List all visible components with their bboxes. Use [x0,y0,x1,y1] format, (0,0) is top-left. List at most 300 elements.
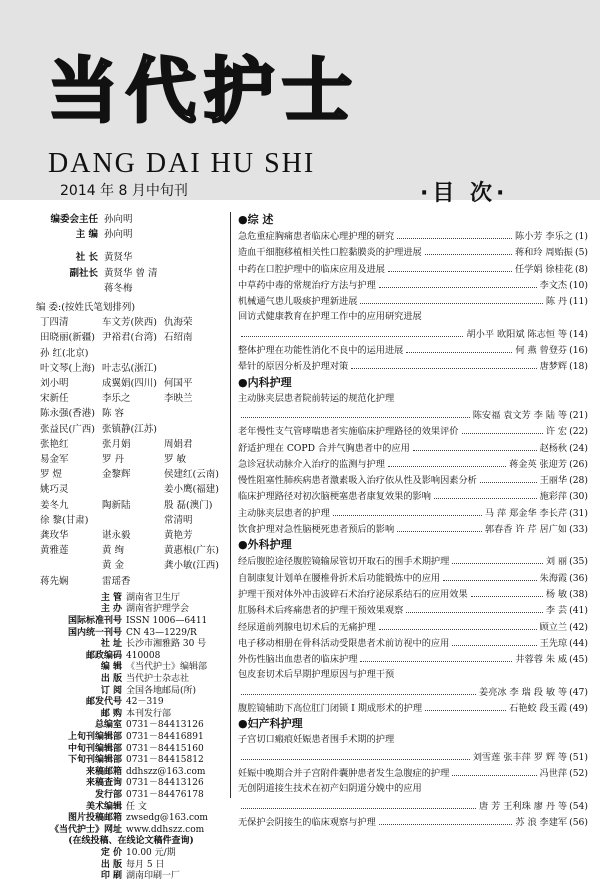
leader-dots [241,407,470,418]
page-number: (35) [569,556,588,568]
article-authors: 唐梦辉 [539,361,568,373]
toc-entry [238,423,588,439]
editor-name: 常清明 [164,514,193,526]
publication-label: 出 版 [100,674,122,685]
leader-dots [397,228,512,239]
publication-value: ISSN 1006—6411 [126,616,208,627]
article-title: 回访式健康教育在护理工作中的应用研究进展 [238,311,422,323]
editor-name [40,558,98,573]
article-authors: 陈 丹 [545,296,568,308]
page-number: (16) [569,345,588,357]
toc-entry [238,326,588,342]
article-title: 整体护理在功能性消化不良中的运用进展 [238,345,404,357]
page-number: (8) [574,263,588,275]
leader-dots [452,765,536,776]
toc-entry [238,635,588,651]
toc-section-heading: ●内科护理 [238,375,292,389]
editor-name: 叶志弘(浙江) [102,362,157,374]
toc-entry [238,765,588,781]
editor-name: 张镇静(江苏) [102,423,157,435]
publication-value: 本刊发行部 [126,708,172,719]
page-number: (44) [569,637,588,649]
article-title: 自制康复计划单在腰椎骨折术后功能锻炼中的应用 [238,572,441,584]
publication-label: 邮 购 [100,708,122,719]
toc-title: ·目 次· [420,181,509,206]
publication-row [36,709,226,721]
leader-dots [425,700,506,711]
toc-entry [238,749,588,765]
page-number: (26) [569,458,588,470]
article-title: 舒适护理在 COPD 合并气胸患者中的应用 [238,442,410,454]
staff-value: 黄贤华 [104,252,133,264]
publication-value: 全国各地邮局(所) [126,685,197,696]
staff-label: 社 长 [75,252,98,264]
publication-row [36,848,226,860]
editor-name: 尹裕君(台湾) [102,332,157,344]
editor-name: 姜小鹰(福建) [164,484,219,496]
editor-name: 仇海荣 [164,317,193,329]
page-number: (54) [569,800,588,812]
staff-list [36,212,226,296]
article-title: 中药在口腔护理中的临床应用及进展 [238,263,385,275]
editor-name: 成翼娟(四川) [102,378,157,390]
publication-row [36,628,226,640]
leader-dots [333,505,482,516]
publication-row [36,593,226,605]
publication-value: 长沙市湘雅路 30 号 [126,639,207,650]
editor-name: 黄 金 [102,560,125,572]
toc-entry [238,570,588,586]
editor-name [164,346,222,361]
toc-entry [238,781,588,797]
editor-name: 车文芳(陕西) [102,317,157,329]
publication-label: 邮政编码 [85,650,122,661]
column-divider [230,212,231,798]
publication-value: CN 43—1229/R [126,627,197,638]
editor-name: 宋新任 [40,393,69,405]
page-number: (11) [569,296,588,308]
toc-section-heading: ●妇产科护理 [238,717,303,731]
publication-label: 《当代护士》网址 [49,824,122,835]
publication-value: 0731－84415812 [126,755,204,766]
article-authors: 李 芸 [545,605,568,617]
article-authors: 郭春香 许 芹 居广如 [484,524,568,536]
toc-entry [238,456,588,472]
article-title: 妊娠中晚期合并子宫附件囊肿患者发生急腹症的护理 [238,767,450,779]
publication-value: 0731－84415160 [126,743,204,754]
editor-name [164,422,222,437]
article-title: 晕针的原因分析及护理对策 [238,361,349,373]
editor-name: 黄艳芳 [164,530,193,542]
toc-entry [238,472,588,488]
editor-name: 黄惠根(广东) [164,545,219,557]
toc-entry [238,358,588,374]
spacer [36,242,226,250]
editor-name: 姜冬九 [40,499,69,511]
editor-name: 孙 红(北京) [40,347,89,359]
toc-entry [238,309,588,325]
editor-name [102,482,160,497]
page-number: (51) [569,751,588,763]
editor-name: 金黎辉 [102,469,131,481]
editor-name [102,513,160,528]
publication-value: 每月 5 日 [126,859,165,870]
editor-name: 罗 丹 [102,454,125,466]
article-authors: 马 萍 郑金华 李长芹 [484,507,568,519]
staff-label: 副社长 [69,267,98,279]
article-title: 中草药中毒的常规治疗方法与护理 [238,279,376,291]
article-authors: 杨 敏 [545,588,568,600]
leader-dots [360,651,512,662]
editor-name: 蒋先娴 [40,575,69,587]
article-title: 外伤性脑出血患者的临床护理 [238,654,358,666]
leader-dots [443,570,536,581]
leader-dots [241,326,463,337]
article-authors: 顾立兰 [539,621,568,633]
article-authors: 蒋和玲 周贻振 [514,247,573,259]
editor-name: 石绍南 [164,332,193,344]
page-number: (31) [569,507,588,519]
journal-masthead: 当代护士 [48,50,360,132]
toc-entry [238,277,588,293]
editor-name [164,406,222,421]
page-number: (18) [569,361,588,373]
editor-name: 叶文琴(上海) [40,362,95,374]
masthead-info [36,212,226,883]
publication-value: zwsedg@163.com [126,813,208,824]
page-number: (30) [569,491,588,503]
toc-entry [238,732,588,748]
article-authors: 刘 丽 [545,556,568,568]
publication-value: 湖南省卫生厅 [126,592,181,603]
leader-dots [406,342,512,353]
article-title: 老年慢性支气管哮喘患者实施临床护理路径的效果评价 [238,426,459,438]
publication-row [36,674,226,686]
leader-dots [434,488,537,499]
publication-label: 国际标准刊号 [67,616,122,627]
page-number: (10) [569,279,588,291]
article-authors: 李文杰 [539,279,568,291]
journal-pinyin: DANG DAI HU SHI [48,148,316,179]
leader-dots [379,619,537,630]
page-number: (45) [569,654,588,666]
publication-row [36,790,226,802]
article-title: 机械通气患儿吸痰护理新进展 [238,296,358,308]
article-title: 造血干细胞移植相关性口腔黏膜炎的护理进展 [238,247,422,259]
article-title: 包皮套切术后早期护理原因与护理干预 [238,669,395,681]
publication-row [36,871,226,883]
leader-dots [241,684,476,695]
toc-entry [238,553,588,569]
publication-label: 定 价 [100,847,122,858]
editor-name: 张益民(广西) [40,423,95,435]
staff-label [36,281,104,296]
article-title: 腹腔镜辅助下高位肛门闭锁 I 期成形术的护理 [238,703,423,715]
publication-info [36,593,226,883]
toc-entry [238,619,588,635]
editor-name: 陈永强(香港) [40,408,95,420]
article-title: 护理干预对体外冲击波碎石术治疗泌尿系结石的应用效果 [238,588,468,600]
publication-value: 任 文 [126,801,147,812]
leader-dots [452,553,543,564]
publication-label: 发行部 [94,789,122,800]
publication-row [36,686,226,698]
page-number: (49) [569,703,588,715]
publication-row [36,802,226,814]
leader-dots [425,244,512,255]
publication-value: 《当代护士》编辑部 [126,662,208,673]
article-title: 经后腹腔途径腹腔镜输尿管切开取石的围手术期护理 [238,556,450,568]
staff-value: 孙向明 [104,214,133,225]
article-authors: 许 宏 [545,426,568,438]
publication-value: ddhszz@163.com [126,766,206,777]
toc-entry [238,521,588,537]
editor-name: 刘小明 [40,378,69,390]
leader-dots [397,521,482,532]
publication-row [36,651,226,663]
editor-name: 黄雅莲 [40,545,69,557]
editor-name: 侯建红(云南) [164,469,219,481]
publication-label: 印 刷 [100,871,122,882]
page-number: (47) [569,686,588,698]
leader-dots [480,472,537,483]
publication-label: 邮发代号 [85,697,122,708]
article-authors: 姜亮冰 李 瑞 段 敏 等 [479,686,568,698]
toc-entry [238,228,588,244]
publication-row [36,616,226,628]
editor-name: 周娟君 [164,438,193,450]
publication-label: 社 址 [100,639,122,650]
toc-entry [238,488,588,504]
page-number: (14) [569,328,588,340]
article-title: 饮食护理对急性脑梗死患者预后的影响 [238,524,395,536]
article-authors: 何 燕 曾登芬 [515,345,568,357]
publication-label: 来稿查询 [85,778,122,789]
publication-row [36,744,226,756]
publication-label: 美术编辑 [85,801,122,812]
publication-value: 0731－84476178 [126,789,204,800]
article-authors: 朱海霞 [539,572,568,584]
staff-row [36,266,226,281]
editor-name: 姚巧灵 [40,484,69,496]
editor-name [164,361,222,376]
page-number: (21) [569,409,588,421]
page-number: (5) [574,247,588,259]
article-authors: 赵杨秋 [539,442,568,454]
toc-entry [238,505,588,521]
publication-value: 0731－84413126 [126,720,204,731]
publication-label: 主 管 [100,592,122,603]
publication-row [36,755,226,767]
editor-name: 黄 绚 [102,545,125,557]
editor-name: 龚玫华 [40,530,69,542]
leader-dots [452,635,536,646]
staff-row [36,250,226,265]
staff-value: 孙向明 [104,229,133,241]
toc-entry [238,342,588,358]
toc-entry [238,407,588,423]
toc-entry [238,602,588,618]
leader-dots [360,293,542,304]
toc-entry [238,700,588,716]
publication-row [36,697,226,709]
staff-label: 编委会主任 [50,214,98,225]
leader-dots [379,277,537,288]
editor-name: 易金军 [40,454,69,466]
publication-row [36,604,226,616]
editor-name: 何国平 [164,378,193,390]
publication-value: 410008 [126,650,161,661]
article-authors: 施彩萍 [539,491,568,503]
editor-name: 陈 容 [102,408,125,420]
article-authors: 井蓉蓉 朱 威 [515,654,568,666]
leader-dots [471,586,543,597]
leader-dots [379,814,513,825]
article-title: 慢性阻塞性肺疾病患者激素吸入治疗依从性及影响因素分析 [238,475,477,487]
toc-entry [238,814,588,830]
editor-name: 陶新陆 [102,499,131,511]
page-number: (56) [569,816,588,828]
article-authors: 陈安福 袁文芳 李 陆 等 [472,409,568,421]
page-number: (33) [569,524,588,536]
publication-row [36,813,226,825]
staff-value: 黄贤华 曾 清 [104,267,158,279]
editor-name: 徐 黎(甘肃) [40,514,89,526]
publication-row [36,825,226,837]
page-number: (38) [569,588,588,600]
page-number: (22) [569,426,588,438]
publication-row [36,720,226,732]
article-authors: 王先琼 [539,637,568,649]
publication-value: 湖南省护理学会 [126,604,190,615]
article-authors: 任学娟 徐桂花 [514,263,573,275]
toc-entry [238,586,588,602]
article-title: 经尿道前列腺电切术后的无痛护理 [238,621,376,633]
toc-entry [238,261,588,277]
article-authors: 刘雪莲 张丰萍 罗 辉 等 [472,751,568,763]
toc-entry [238,651,588,667]
publication-value: 0731－84413126 [126,778,204,789]
page-number: (28) [569,475,588,487]
editors-label: 编 委:(按姓氏笔划排列) [36,302,136,314]
toc-section-heading: ●综 述 [238,213,274,226]
article-title: 急诊冠状动脉介入治疗的监测与护理 [238,458,385,470]
editors-heading [36,300,226,315]
publication-label: 订 阅 [100,685,122,696]
editor-name: 罗 敏 [164,454,187,466]
toc-entry [238,798,588,814]
editor-name: 龚小敏(江西) [164,560,219,572]
article-title: 肛肠科术后疼痛患者的护理干预效果观察 [238,605,404,617]
article-title: 主动脉夹层患者院前转运的规范化护理 [238,392,395,404]
article-authors: 陈小芳 李乐之 [514,231,573,242]
publication-label: 下旬刊编辑部 [67,755,122,766]
editors-grid [36,315,226,589]
publication-value: 0731－84416891 [126,732,204,742]
publication-label: 总编室 [94,720,122,731]
article-authors: 冯世萍 [539,767,568,779]
publication-label: 中旬刊编辑部 [67,743,122,754]
toc-entry [238,667,588,683]
article-title: 临床护理路径对初次脑梗塞患者康复效果的影响 [238,491,431,503]
editor-name: 张月娟 [102,438,131,450]
article-title: 电子移动相册在骨科活动受限患者术前访视中的应用 [238,637,450,649]
staff-label: 主 编 [75,229,98,241]
article-authors: 石艳蛟 段玉霞 [509,703,568,715]
page-number: (24) [569,442,588,454]
toc-entry [238,440,588,456]
publication-label: 编 辑 [100,662,122,673]
table-of-contents [238,212,588,830]
leader-dots [413,440,537,451]
publication-row [36,778,226,790]
article-title: 无创阴道接生技术在初产妇阴道分娩中的应用 [238,783,422,795]
article-title: 子宫切口瘢痕妊娠患者围手术期的护理 [238,734,395,746]
editor-name: 殷 磊(澳门) [164,499,213,511]
publication-row [36,767,226,779]
editor-name: 李乐之 [102,393,131,405]
publication-row [36,662,226,674]
leader-dots [388,261,512,272]
toc-entry [238,293,588,309]
editor-name: 丁四清 [40,317,69,329]
leader-dots [406,602,542,613]
page-number: (52) [569,767,588,779]
toc-section-heading: ●外科护理 [238,538,292,552]
publication-row [36,860,226,872]
editor-name: 张艳红 [40,438,69,450]
publication-value: 当代护士杂志社 [126,674,190,685]
editor-name [102,346,160,361]
editor-name: 谌永毅 [102,530,131,542]
page-number: (42) [569,621,588,633]
article-title: 主动脉夹层患者的护理 [238,507,330,519]
publication-value: www.ddhszz.com [126,824,205,835]
article-authors: 唐 芳 王利珠 廖 丹 等 [479,800,568,812]
toc-entry [238,391,588,407]
staff-row [36,212,226,227]
toc-entry [238,244,588,260]
editor-name: 罗 煜 [40,469,63,481]
leader-dots [462,423,543,434]
publication-row [36,639,226,651]
issue-label: 2014 年 8 月中旬刊 [60,183,188,199]
publication-value: 42－319 [126,697,164,708]
article-authors: 苏 浪 李建军 [515,816,568,828]
publication-label: 图片投稿邮箱 [67,813,122,824]
leader-dots [388,456,506,467]
page-number: (36) [569,572,588,584]
editor-name: 李映兰 [164,393,193,405]
editor-name [164,574,222,589]
publication-label: 来稿邮箱 [85,766,122,777]
page-number: (1) [574,231,588,242]
staff-row [36,227,226,242]
leader-dots [351,358,536,369]
editor-name: 田晓丽(新疆) [40,332,95,344]
editor-name: 雷瑶香 [102,575,131,587]
publication-label: 主 办 [100,604,122,615]
staff-row [36,281,226,296]
article-authors: 王丽华 [539,475,568,487]
publication-value: 湖南印刷一厂 [126,871,181,882]
page-number: (41) [569,605,588,617]
article-authors: 胡小平 欧阳斌 陈志恒 等 [466,328,568,340]
publication-label: 上旬刊编辑部 [67,732,122,742]
article-title: 无保护会阴接生的临床观察与护理 [238,816,376,828]
publication-value: 10.00 元/期 [126,847,176,858]
publication-note: (在线投稿、在线论文稿件查询) [68,836,194,847]
